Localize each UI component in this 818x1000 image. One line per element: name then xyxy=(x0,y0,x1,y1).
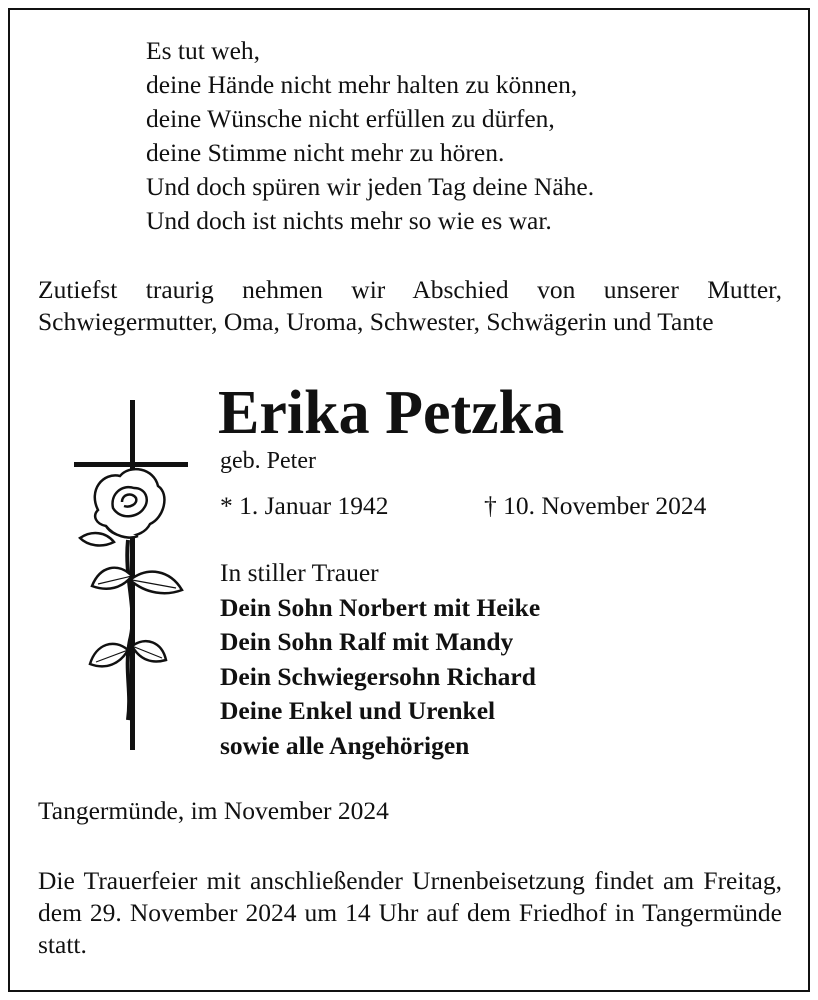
poem-line: Es tut weh, xyxy=(146,36,261,65)
poem-line: deine Wünsche nicht erfüllen zu dürfen, xyxy=(146,104,555,133)
poem-line: deine Stimme nicht mehr zu hören. xyxy=(146,138,505,167)
mourner-name: Dein Sohn Norbert mit Heike xyxy=(220,592,541,622)
place-and-date: Tangermünde, im November 2024 xyxy=(38,796,389,825)
obituary-notice xyxy=(8,8,810,992)
maiden-name: geb. Peter xyxy=(220,448,316,474)
mourner-name: Deine Enkel und Urenkel xyxy=(220,696,496,725)
farewell-intro: Zutiefst traurig nehmen wir Abschied von unserer Mutter, Schwiegermutter, Oma, Uroma, Schwester, Schwägerin und Tante xyxy=(38,275,782,336)
mourner-name: sowie alle Angehörigen xyxy=(220,730,470,760)
death-date: † 10. November 2024 xyxy=(484,491,707,520)
deceased-name: Erika Petzka xyxy=(218,379,565,447)
poem-line: deine Hände nicht mehr halten zu können, xyxy=(146,70,578,99)
mourner-name: Dein Sohn Ralf mit Mandy xyxy=(220,627,514,656)
cross-with-rose-icon xyxy=(58,390,188,750)
mourners-heading: In stiller Trauer xyxy=(220,558,379,587)
mourner-name: Dein Schwiegersohn Richard xyxy=(220,661,536,691)
poem xyxy=(146,34,594,238)
service-notice: Die Trauerfeier mit anschließender Urnenbeisetzung findet am Freitag, dem 29. November 2024 um 14 Uhr auf dem Friedhof in Tangermünde statt. xyxy=(38,866,782,959)
birth-date: * 1. Januar 1942 xyxy=(220,491,389,520)
poem-line: Und doch ist nichts mehr so wie es war. xyxy=(146,206,552,235)
mourners-block xyxy=(220,556,540,763)
poem-line: Und doch spüren wir jeden Tag deine Nähe. xyxy=(146,172,595,201)
